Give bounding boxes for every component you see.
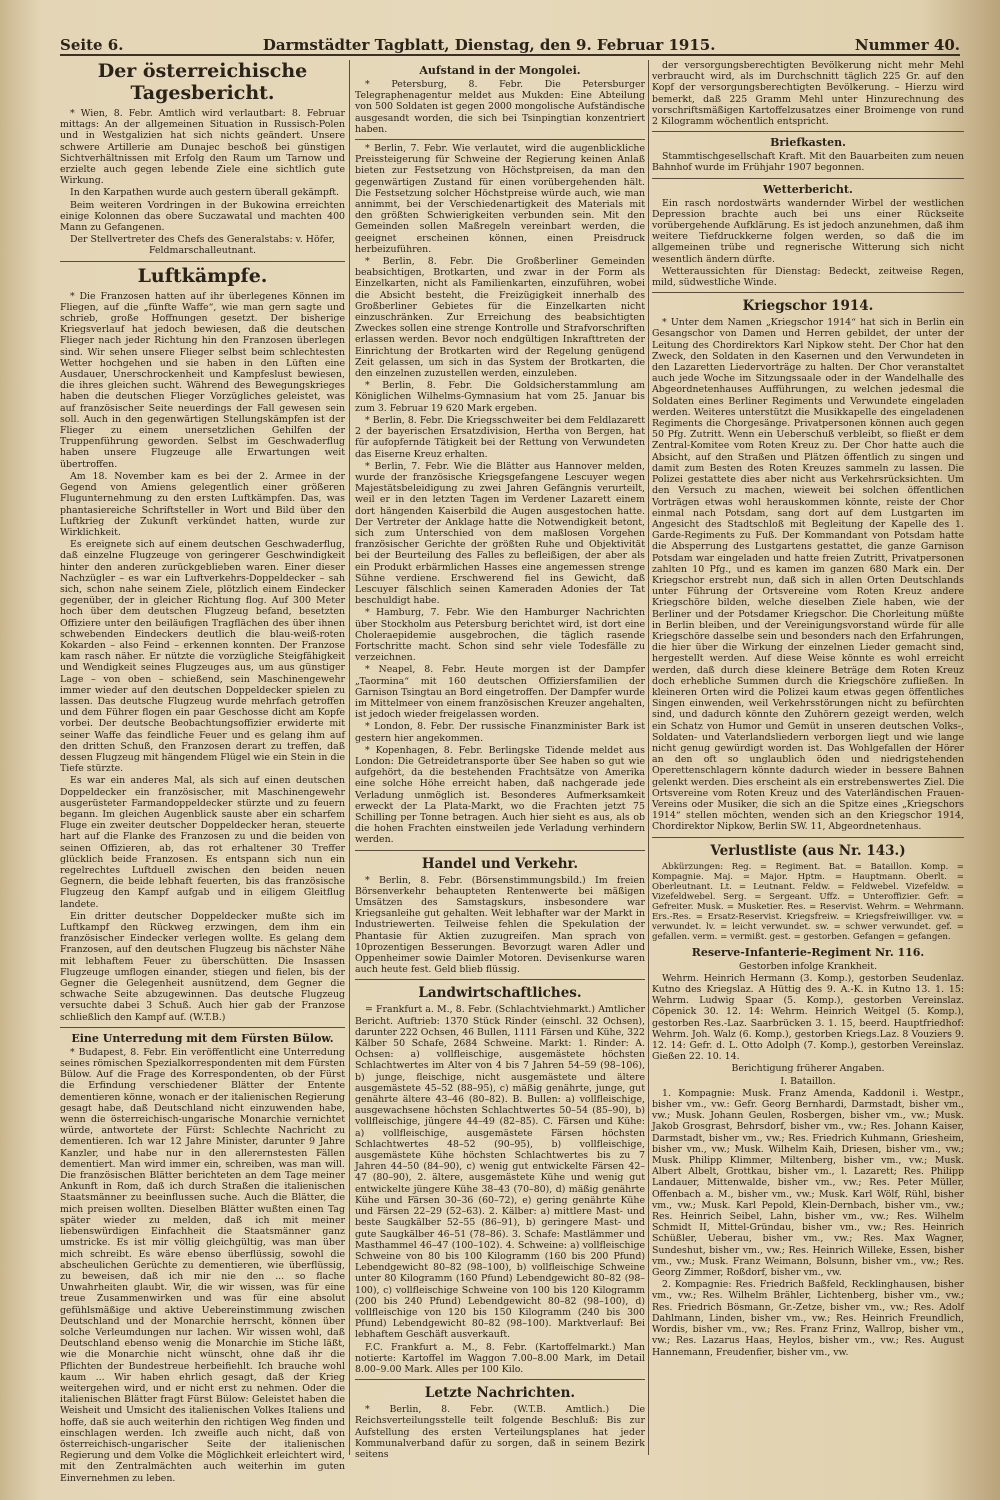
column-2 [355,60,645,1460]
news-item: * Kopenhagen, 8. Febr. Berlingske Tidende meldet aus London: Die Getreidetransporte über See haben so gut wie aufgehört, da die bestehenden Frachtsätze von Amerika eine solche Höhe erreicht haben, daß nachgerade jede Verladung unmöglich ist. Besonderes Aufmerksamkeit erweckt der La Plata-Markt, wo die Frachten jetzt 75 Schilling per Tonne betragen. Auch hier sieht es aus, als ob die hohen Frachten einstweilen jede Verladung verhindern werden. [355,744,645,846]
news-item: * Hamburg, 7. Febr. Wie den Hamburger Nachrichten über Stockholm aus Petersburg berichtet wird, ist dort eine Choleraepidemie ausgebrochen, die täglich rasende Fortschritte macht. Schon sind sehr viele Todesfälle zu verzeichnen. [355,607,645,664]
article-paragraph: * Berlin, 8. Febr. (W.T.B. Amtlich.) Die Reichsverteilungsstelle teilt folgende Beschluß: Bis zur Aufstellung des ersten Verteilungsplanes hat jeder Kommunalverband dafür zu sorgen, daß in seinem Bezirk seitens [355,1404,645,1460]
article-heading: Der österreichische Tagesbericht. [97,60,308,104]
section-heading: Handel und Verkehr. [421,855,579,872]
newspaper-title: Darmstädter Tagblatt, Dienstag, den 9. Februar 1915. [262,36,716,54]
issue-number: Nummer 40. [854,36,960,54]
section-heading: Briefkasten. [770,136,846,150]
article-paragraph: Ein dritter deutscher Doppeldecker mußte sich im Luftkampf den Rückweg erzwingen, dem ihm ein französischer Eindecker verlegen wollte. Es gelang dem Franzosen, auf den deutschen Flugzeug bis nächster Nähe mit lebhaftem Feuer zu überschütten. Die Insassen Flugzeuge umflogen einander, stiegen und fielen, bis der Gegner die Gelegenheit ausnützend, dem Gegner die schwache Seite abzugewinnen. Das deutsche Flugzeug versuchte dabei 3 Schuß. Auch hier gab der Franzose schließlich den Kampf auf. (W.T.B.) [60,910,345,1023]
divider [652,131,964,132]
article-paragraph: Beim weiteren Vordringen in der Bukowina erreichten einige Kolonnen das obere Suczawatal und machten 400 Mann zu Gefangenen. [60,199,345,234]
divider [60,261,345,262]
article-paragraph: * Unter dem Namen „Kriegschor 1914“ hat sich in Berlin ein Gesangschor von Damen und Herren gebildet, der unter der Leitung des Chordirektors Karl Nipkow steht. Der Chor hat den Zweck, den Soldaten in den Kasernen und den Verwundeten in den Lazaretten Liedervorträge zu halten. Der Chor veranstaltet auch jede Woche im Sitzungssaale oder in der Wandelhalle des Abgeordnetenhauses Aufführungen, zu welchen jedesmal die Soldaten eines Berliner Regiments und Verwundete eingeladen werden. Weiteres unterstützt die Musikkapelle des eingeladenen Regiments die Chorgesänge. Privatpersonen können auch gegen 50 Pfg. Zutritt. Wenn ein Ueberschuß verbleibt, so fließt er dem Zentral-Komitee vom Roten Kreuz zu. Der Chor hatte auch die Absicht, auf den Straßen und Plätzen öffentlich zu singen und damit zum Besten des Roten Kreuzes sammeln zu lassen. Die Polizei gestattete dies aber nicht aus Verkehrsrücksichten. Um den Versuch zu machen, wieweit bei solchen öffentlichen Vorträgen etwas wohl herauskommen könnte, reiste der Chor einmal nach Potsdam, sang dort auf dem Lustgarten im Angesicht des Stadtschloß mit Begleitung der Kapelle des 1. Garde-Regiments zu Fuß. Der Kommandant von Potsdam hatte die Absperrung des Lustgartens gestattet, die ganze Garnison Potsdam war eingeladen und hatte freien Zutritt, Privatpersonen zahlten 10 Pfg., und es kamen im ganzen 680 Mark ein. Der Kriegschor erstrebt nun, daß sich in allen Orten Deutschlands unter Führung der Ortsvereine vom Roten Kreuz andere Kriegschöre bilden, welche dieselben Ziele haben, wie der Berliner und der Potsdamer Kriegschor. Die Chorleitung müßte in Berlin bleiben, und der Vereinigungsvorstand würde für alle Kriegschöre dasselbe sein und besonders nach den Erfahrungen, die hier über die Wirkung der einzelnen Lieder gemacht sind, hergestellt werden. Auf diese Weise könnte es wohl erreicht werden, daß durch diese kleinere Beträge dem Roten Kreuz doch erhebliche Summen durch die Kriegschöre zufließen. In kleineren Orten wird die Polizei kaum etwas gegen öffentliches Singen einwenden, weil Verkehrsstörungen nicht zu befürchten sind, und dadurch könnte den Zuhörern gezeigt werden, welch ein Schatz von Humor und Gemüt in unseren deutschen Volks-, Soldaten- und Vaterlandsliedern verborgen liegt und wie lange nicht genug gewürdigt worden ist. Das Wohlgefallen der Hörer an den oft so unglaublich öden und niedrigstehenden Operettenschlagern könnte dadurch wieder in bessere Bahnen gelenkt werden. Dies erscheint als ein erstrebenswertes Ziel. Die Ortsvereine vom Roten Kreuz und des Vaterländischen Frauen-Vereins oder Musiker, die sich an die Spitze eines „Kriegschors 1914“ stellen möchten, wenden sich an den Kriegschor 1914, Chordirektor Nipkow, Berlin SW. 11, Abgeordnetenhaus. [652,317,964,833]
article-paragraph: * Berlin, 8. Febr. (Börsenstimmungsbild.) Im freien Börsenverkehr behaupteten Rentenwerte bei mäßigen Umsätzen des Samstagskurs, insbesondere war Kriegsanleihe gut gehalten. Weit lebhafter war der Markt in Industriewerten. Teilweise fehlen die Spekulation der Phantasie für Aktien zuzugreifen. Man sprach von 10prozentigen Besserungen. Bevorzugt waren Adler und Oppenheimer sowie Daimler Motoren. Devisenkurse waren auch heute fest. Geld blieb flüssig. [355,874,645,976]
news-item: * Berlin, 7. Febr. Wie die Blätter aus Hannover melden, wurde der französische Kriegsgefangene Lescuyer wegen Majestätsbeleidigung zu zwei Jahren Gefängnis verurteilt, weil er in den letzten Tagen im Verdener Lazarett einem dort hängenden Kaiserbild die Augen ausgestochen hatte. Der Vertreter der Anklage hatte die Notwendigkeit betont, sich zum Unterschied von dem maßlosen Vorgehen französischer Gerichte der größten Ruhe und Objektivität bei der Beurteilung des Falles zu befleißigen, der aber als ein Produkt erbärmlichen Hasses eine angemessen strenge Sühne verdiene. Erschwerend fiel ins Gewicht, daß Lescuyer fälschlich seinen Kameraden Adonies der Tat beschuldigt habe. [355,460,645,607]
divider [355,850,645,851]
article-paragraph: * Die Franzosen hatten auf ihr überlegenes Können im Fliegen, auf die „fünfte Waffe“, wie man gern sagte und schrieb, große Hoffnungen gesetzt. Der bisherige Kriegsverlauf hat jedoch bewiesen, daß die deutschen Flieger nach jeder Richtung hin den Franzosen überlegen sind. Wir sehen unsere Flieger selbst beim schlechtesten Wetter hochgehen und sie haben in den Lüften eine Ausdauer, Unerschrockenheit und Kampfeslust bewiesen, die ihres gleichen sucht. Während des Bewegungskrieges haben die deutschen Flieger Vorzügliches geleistet, was auf französischer Seite neuerdings der Fall gewesen sein soll. Auch in den gegenwärtigen Stellungskämpfen ist der Flieger zu einem unersetzlichen Gehilfen der Truppenführung geworden. Selbst im Geschwaderflug haben unsere Flugzeuge alle Erwartungen weit übertroffen. [60,290,345,470]
article-paragraph: der versorgungsberechtigten Bevölkerung nicht mehr Mehl verbraucht wird, als im Durchschnitt täglich 225 Gr. auf den Kopf der versorgungsberechtigten Bevölkerung. – Hierzu wird bemerkt, daß 225 Gramm Mehl unter Hinzurechnung des vorschriftsmäßigen Kartoffelzusatzes einer Broimenge von rund 2 Kilogramm wöchentlich entspricht. [652,60,964,128]
news-item: * Berlin, 8. Febr. Die Großberliner Gemeinden beabsichtigen, Brotkarten, und zwar in der Form als Einzelkarten, nicht als Familienkarten, einzuführen, wobei die Absicht besteht, die Freizügigkeit innerhalb des Großberliner Gebietes für die Einzelkarten nicht einzuschränken. Zur Erreichung des beabsichtigten Zweckes sollen eine strenge Kontrolle und Strafvorschriften erlassen werden. Bevor noch endgültigen Inkrafttreten der Einrichtung der Brotkarten wird der Regelung genügend Zeit gelassen, um sich in das System der Brotkarten, die den einzelnen zuzustellen werden, einzuleben. [355,256,645,380]
article-paragraph: Ein rasch nordostwärts wandernder Wirbel der westlichen Depression brachte auch bei uns einer Rückseite vorübergehende Aufklärung. Es ist jedoch anzunehmen, daß ihm weitere Tiefdruckkerne folgen werden, so daß die im allgemeinen trübe und regnerische Witterung sich nicht wesentlich ändern dürfte. [652,197,964,265]
section-heading: Landwirtschaftliches. [418,985,582,1002]
divider [60,1027,345,1028]
article-paragraph: = Frankfurt a. M., 8. Febr. (Schlachtviehmarkt.) Amtlicher Bericht. Auftrieb: 1370 Stück Rinder (einschl. 32 Ochsen), darunter 222 Ochsen, 46 Bullen, 1111 Färsen und Kühe, 322 Kälber 50 Schafe, 2684 Schweine. Markt: 1. Rinder: A. Ochsen: a) vollfleischige, ausgemästete höchsten Schlachtwertes im Alter von 4 bis 7 Jahren 54–59 (98–106), b) junge, fleischige, nicht ausgemästete und ältere ausgemästete 45–52 (88–95), c) mäßig genährte, junge, gut genährte ältere 43–46 (80–82). B. Bullen: a) vollfleischige, ausgewachsene höchsten Schlachtwertes 50–54 (85–90), b) vollfleischige, jüngere 44–49 (82–85). C. Färsen und Kühe: a) vollfleischige, ausgemästete Färsen höchsten Schlachtwertes 48–52 (90–95), b) vollfleischige, ausgemästete Kühe höchsten Schlachtwertes bis zu 7 Jahren 44–50 (84–90), c) wenig gut entwickelte Färsen 42–47 (80–90), 2. ältere, ausgemästete Kühe und wenig gut entwickelte jüngere Kühe 38–43 (70–80), d) mäßig genährte Kühe und Färsen 30–36 (60–72), e) gering genährte Kühe und Färsen 22–29 (52–63). 2. Kälber: a) mittlere Mast- und beste Saugkälber 52–55 (86–91), b) geringere Mast- und gute Saugkälber 46–51 (78–86). 3. Schafe: Mastlämmer und Masthammel 46–47 (100–102). 4. Schweine: a) vollfleischige Schweine von 80 bis 100 Kilogramm (160 bis 200 Pfund) Lebendgewicht 80–82 (98–100), b) vollfleischige Schweine unter 80 Kilogramm (160 Pfund) Lebendgewicht 80–82 (98–100), c) vollfleischige Schweine von 100 bis 120 Kilogramm (200 bis 240 Pfund) Lebendgewicht 80–82 (98–100), d) vollfleischige von 120 bis 150 Kilogramm (240 bis 300 Pfund) Lebendgewicht 80–82 (98–100). Marktverlauf: Bei lebhaftem Geschäft ausverkauft. [355,1004,645,1341]
divider [355,139,645,140]
section-heading: Kriegschor 1914. [742,298,874,315]
article-paragraph: Am 18. November kam es bei der 2. Armee in der Gegend von Amiens gelegentlich einer größeren Flugunternehmung zu den ersten Luftkämpfen. Das, was phantasiereiche Schriftsteller in Wort und Bild über den Luftkrieg der Zukunft verkündet hatten, wurde zur Wirklichkeit. [60,470,345,538]
divider [652,837,964,838]
article-paragraph: * Petersburg, 8. Febr. Die Petersburger Telegraphenagentur meldet aus Mukden: Eine Abteilung von 500 Soldaten ist gegen 2000 mongolische Aufständische ausgesandt worden, die sich bei Tsinpingtian konzentriert haben. [355,79,645,135]
news-item: * Berlin, 8. Febr. Die Goldsicherstammlung am Königlichen Wilhelms-Gymnasium hat vom 25. Januar bis zum 3. Februar 19 620 Mark ergeben. [355,380,645,414]
article-heading: Luftkämpfe. [137,264,268,287]
abbreviation-list: Abkürzungen: Reg. = Regiment. Bat. = Bataillon. Komp. = Kompagnie. Maj. = Major. Hptm. = Hauptmann. Oberlt. = Oberleutnant. Lt. = Leutnant. Feldw. = Feldwebel. Vizefeldw. = Vizefeldwebel. Serg. = Sergeant. Uffz. = Unteroffizier. Gefr. = Gefreiter. Musk. = Musketier. Res. = Reservist. Wehrm. = Wehrmann. Ers.-Res. = Ersatz-Reservist. Kriegsfreiw. = Kriegsfreiwilliger. vw. = verwundet. lv. = leicht verwundet. sw. = schwer verwundet. gef. = gefallen. verm. = vermißt. gest. = gestorben. Gefangen = gefangen. [652,861,964,942]
article-paragraph: F.C. Frankfurt a. M., 8. Febr. (Kartoffelmarkt.) Man notierte: Kartoffel im Waggon 7.00–8.00 Mark, im Detail 8.00–9.00 Mark. Alles per 100 Kilo. [355,1341,645,1375]
page-label: Seite 6. [60,36,124,54]
section-heading: Wetterbericht. [763,182,853,196]
article-paragraph: Es war ein anderes Mal, als sich auf einen deutschen Doppeldecker ein französischer, mit Maschinengewehr ausgerüsteter Farmandoppeldecker stürzte und zu feuern begann. Im gleichen Augenblick sauste aber ein scharfem Fluge ein zweiter deutscher Doppeldecker heran, steuerte hart auf die Flanke des Franzosen zu und die beiden von seinen Offizieren, ab, das rot erhaltener 30 Treffer glücklich beide Franzosen. Es entspann sich nun ein regelrechtes Luftduell zwischen den beiden neuen Gegnern, die beide lebhaft feuerten, bis das französische Flugzeug den Kampf aufgab und in eiligem Gleitflug landete. [60,775,345,910]
divider [652,178,964,179]
article-paragraph: * Wien, 8. Febr. Amtlich wird verlautbart: 8. Februar mittags: An der allgemeinen Situation in Russisch-Polen und in Westgalizien hat sich nichts geändert. Unsere schwere Artillerie am Dunajec beschoß bei günstigen Sichtverhältnissen mit Erfolg den Raum um Tarnow und erzielte auch gegen lebende Ziele eine sichtlich gute Wirkung. [60,108,345,187]
column-3 [652,60,964,1460]
casualty-entries: Wehrm. Heinrich Hermann (3. Komp.), gestorben Seudenlaz. Kutno des Kriegslaz. A Hüttig des 9. A.-K. in Kutno 13. 1. 15: Wehrm. Ludwig Spaar (5. Komp.), gestorben Vereinslaz. Cöpenick 30. 12. 14: Wehrm. Heinrich Weitgel (5. Komp.), gestorben Res.-Laz. Saarbrücken 3. 1. 15, beerd. Hauptfriedhof: Wehrm. Joh. Walz (6. Komp.), gestorben Kriegs.Laz. 8 Vouziers 9. 12. 14: Gefr. d. L. Otto Adolph (7. Komp.), gestorben Vereinslaz. Gießen 22. 10. 14. [652,972,964,1063]
column-rule [648,60,649,1455]
subheading: Gestorben infolge Krankheit. [738,960,878,972]
divider [652,292,964,293]
divider [355,1379,645,1380]
column-1 [60,60,345,1484]
section-heading: Verlustliste (aus Nr. 143.) [710,842,906,859]
news-item: * Berlin, 8. Febr. Die Kriegsschweiter bei dem Feldlazarett 2 der bayerischen Ersatzdivision, Hertha von Bergen, hat für aufopfernde Tätigkeit bei der Rettung von Verwundeten das Eiserne Kreuz erhalten. [355,414,645,460]
article-paragraph: In den Karpathen wurde auch gestern überall gekämpft. [70,187,340,199]
article-heading: Aufstand in der Mongolei. [419,64,581,77]
section-heading: Letzte Nachrichten. [424,1385,576,1402]
article-paragraph: Stammtischgesellschaft Kraft. Mit den Bauarbeiten zum neuen Bahnhof wurde im Frühjahr 1907 begonnen. [652,151,964,174]
article-paragraph: Wetteraussichten für Dienstag: Bedeckt, zeitweise Regen, mild, südwestliche Winde. [652,265,964,289]
casualty-entries: 1. Kompagnie: Musk. Franz Amenda, Kaddonil i. Westpr., bisher vm., vw.: Gefr. Georg Bernhardi, Darmstadt, bisher vm., vw.; Musk. Johann Geulen, Rosbergen, bisher vm., vw.; Musk. Jakob Grosgrast, Behrsdorf, bisher vm., vw.; Res. Johann Kaiser, Darmstadt, bisher vm., vw.; Res. Friedrich Kuhmann, Griesheim, bisher vm., vw.; Musk. Wilhelm Kaih, Driesen, bisher vm., vw.; Musk. Philipp Klimmer, Miltenberg, bisher vm., vw.; Musk. Albert Albelt, Grottkau, bisher vm., l. Lazarett; Res. Philipp Landauer, Mittenwalde, bisher vm., vw.; Res. Peter Müller, Offenbach a. M., bisher vm., vw.; Musk. Karl Wölf, Rühl, bisher vm., vw.; Musk. Karl Pepold, Klein-Dernbach, bisher vm., vw.; Res. Heinrich Seibel, Lahn, bisher vm., vw.; Res. Wilhelm Schmidt II, Mittel-Gründau, bisher vm., vw.; Res. Heinrich Schüßler, Ueberau, bisher vm., vw.; Res. Max Wagner, Sundeshut, bisher vm., vw.; Res. Heinrich Willeke, Essen, bisher vm., vw.; Musk. Franz Weimann, Bolsunn, bisher vm., vw.; Res. Georg Zimmer, Roßdorf, bisher vm., vw. [652,1087,964,1279]
column-rule [349,60,350,1455]
article-paragraph: * Budapest, 8. Febr. Ein veröffentlicht eine Unterredung seines römischen Spezialkorrespondenten mit dem Fürsten Bülow. Auf die Frage des Korrespondenten, ob der Fürst die Erfindung verschiedener Blätter der Entente dementieren könne, wonach er der italienischen Regierung gesagt habe, daß Deutschland nicht einzuwenden habe, wenn die österreichisch-ungarische Monarchie vernichtet würde, antwortete der Fürst: Schlechte Nachricht zu dementieren. Ich war 12 Jahre Minister, darunter 9 Jahre Kanzler, und habe nur in den allerernstesten Fällen dementiert. Man wird immer ein, schreiben, was man will. Die französischen Blätter berichteten an dem Tage meiner Ankunft in Rom, daß ich durch Straßen die italienischen Staatsmänner zu beeinflussen suche. Auch die Blätter, die mich preisen wollten. Dieselben Blätter wußten einen Tag später wieder zu melden, daß ich mit meiner liebenswürdigen Einfachheit die Staatsmänner ganz umstricke. Es ist mir völlig gleichgültig, was man über mich schreibt. Es wäre ebenso überflüssig, sowohl die abscheulichen Gerüchte zu dementieren, wie überflüssig, zu beweisen, daß ich mir nie den ... so flache Unwahrheiten glaubt. Wir, die wir wissen, was für eine treue Zusammenwirken und was für eine absolut gefühlsmäßige und aktive Uebereinstimmung zwischen Deutschland und der Monarchie herrscht, können über solche Verleumdungen nur lachen. Wir wissen wohl, daß Deutschland ebenso wenig die Monarchie im Stiche läßt, wie die Monarchie nicht wünscht, ohne daß ihr die Pflichten der Bundestreue herbeifiehlt. Ich brauche wohl kaum ... Wir haben ehrlich gesagt, daß der Krieg weitergehen wird, und er nicht erst zu nehmen. Oder die italienischen Blätter fragt Fürst Bülow: Geleistet haben die Weisheit und Umsicht des italienischen Volkes Italiens und hoffe, daß sie auch weiterhin den richtigen Weg finden und einschlagen werden. Ich zweifle auch nicht, daß von österreichisch-ungarischer Seite der italienischen Regierung und dem Volke die Möglichkeit erleichtert wird, mit den Zentralmächten auch weiterhin im guten Einvernehmen zu leben. [60,1046,345,1484]
article-paragraph: Es ereignete sich auf einem deutschen Geschwaderflug, daß einzelne Flugzeuge von geringerer Geschwindigkeit hinter den anderen zurückgeblieben waren. Einer dieser Nachzügler – es war ein Luftverkehrs-Doppeldecker – sah sich, schon nahe seinem Ziele, plötzlich einem Eindecker gegenüber, der in gleicher Richtung flog. Auf 300 Meter hoch über dem deutschen Flugzeug befand, besetzten Offiziere unter den beiläufigen Tragflächen des über ihnen schwebenden Eindeckers deutlich die blau-weiß-roten Kokarden – also Feind – erkennen konnten. Der Franzose kam rasch näher. Er nützte die vorzügliche Steigfähigkeit und Wendigkeit seines Flugzeuges aus, um aus günstiger Lage – von oben – schießend, sein Maschinengewehr immer wieder auf den deutschen Doppeldecker spielen zu lassen. Das deutsche Flugzeug wurde mehrfach getroffen und dem Führer flogen ein paar Geschosse dicht am Kopfe vorbei. Der deutsche Beobachtungsoffizier erwiderte mit seiner Waffe das feindliche Feuer und es gelang ihm auf den dritten Schuß, den Franzosen derart zu treffen, daß dessen Flugzeug mit hängendem Flügel wie ein Stein in die Tiefe stürzte. [60,539,345,775]
casualty-entries: 2. Kompagnie: Res. Friedrich Baßfeld, Recklinghausen, bisher vm., vw.; Res. Wilhelm Brähler, Lichtenberg, bisher vm., vw.; Res. Friedrich Bösmann, Gr.-Zetze, bisher vm., vw.; Res. Adolf Dahlmann, Linden, bisher vm., vw.; Res. Heinrich Freundlich, Wordis, bisher vm., vw.; Res. Franz Frinz, Wallrop, bisher vm., vw.; Res. Lazarus Haas, Heylos, bisher vm., vw.; Res. August Hannemann, Freudenfier, bisher vm., vw. [652,1279,964,1358]
news-item: * Neapel, 8. Febr. Heute morgen ist der Dampfer „Taormina“ mit 160 deutschen Offiziersfamilien der Garnison Tsingtau an Bord eingetroffen. Der Dampfer wurde im Mittelmeer von einem französischen Kreuzer angehalten, ist jedoch wieder freigelassen worden. [355,664,645,721]
subheading: I. Bataillon. [780,1075,836,1087]
subheading: Berichtigung früherer Angaben. [731,1063,885,1075]
regiment-heading: Reserve-Infanterie-Regiment Nr. 116. [691,945,925,959]
masthead [60,30,960,56]
news-item: * London, 8. Febr. Der russische Finanzminister Bark ist gestern hier angekommen. [355,721,645,744]
divider [355,979,645,980]
article-signature: Der Stellvertreter des Chefs des Generalstabs: v. Höfer, Feldmarschalleutnant. [69,234,336,257]
article-heading: Eine Unterredung mit dem Fürsten Bülow. [71,1031,334,1045]
news-item: * Berlin, 7. Febr. Wie verlautet, wird die augenblickliche Preissteigerung für Schweine der Regierung keinen Anlaß bieten zur Festsetzung von Höchstpreisen, da man den gegenwärtigen Zustand für einen vorübergehenden hält. Die Festsetzung solcher Höchstpreise würde auch, wie man annimmt, bei der Verschiedenartigkeit des Materials mit den größten Schwierigkeiten verbunden sein. Mit den Gemeinden sollen Maßregeln vereinbart werden, die geeignet erscheinen können, einen Preisdruck herbeizuführen. [355,143,645,255]
